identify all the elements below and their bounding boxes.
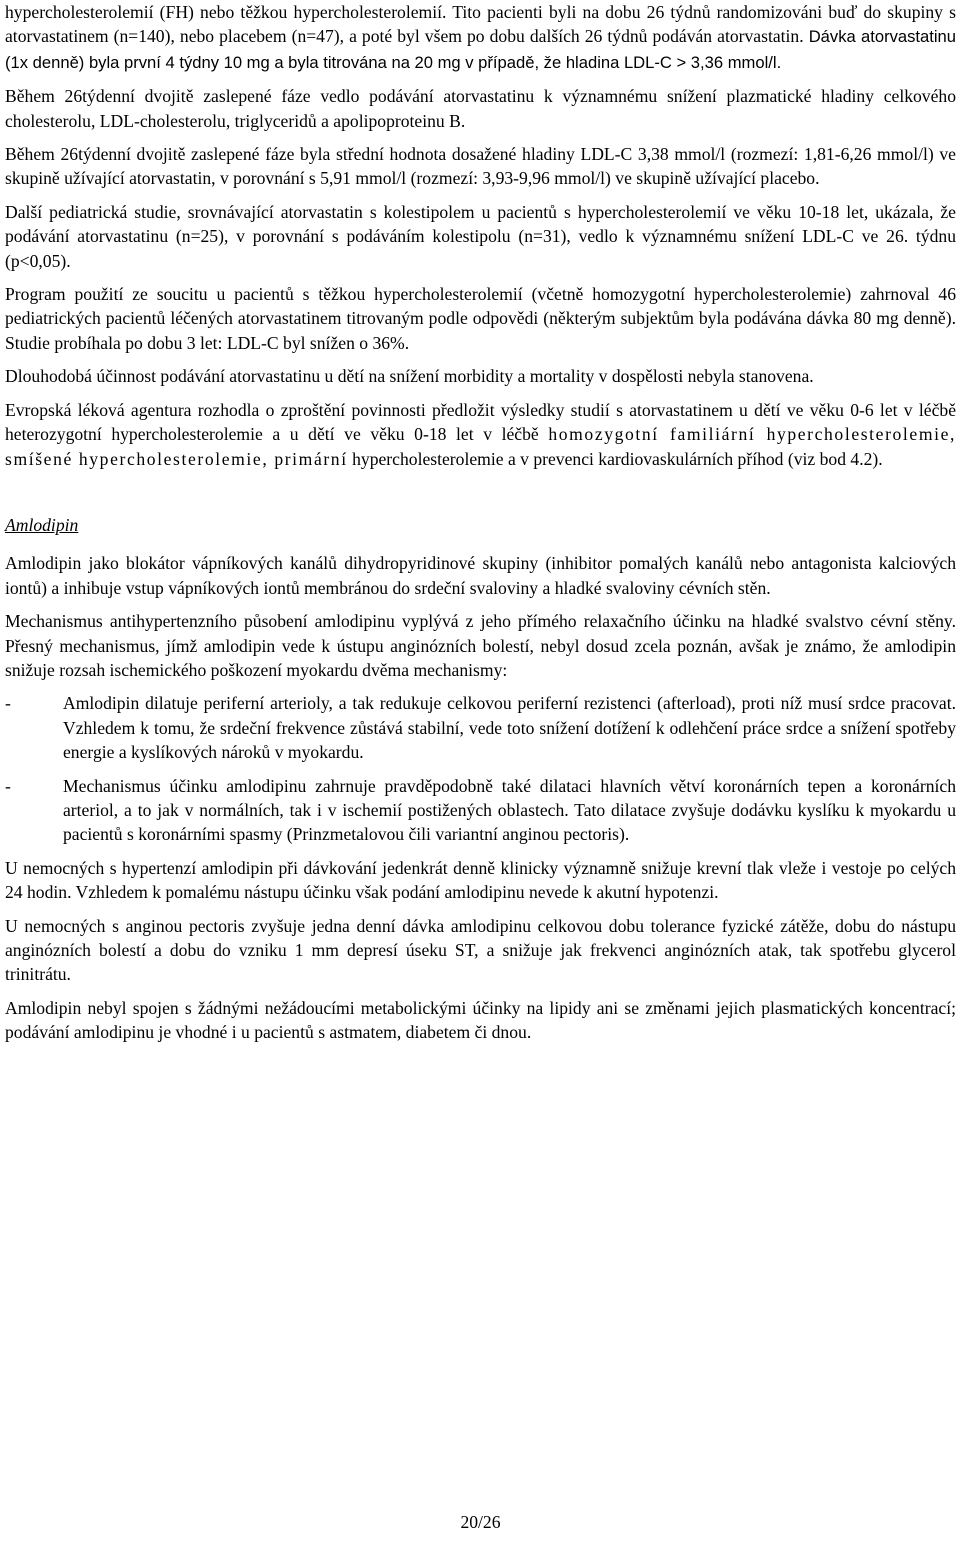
document-body	[5, 0, 956, 1045]
list-dash: -	[5, 775, 11, 796]
list-item	[5, 691, 956, 764]
page-number: 20/26	[460, 1512, 501, 1532]
list-dash: -	[5, 693, 11, 714]
list-item-text: Mechanismus účinku amlodipinu zahrnuje pravděpodobně také dilataci hlavních větví koronárních tepen a koronárních arteriol, a to jak v normálních, tak i v ischemií postižených oblastech. Tato dilatace zvyšuje dodávku kyslíku k myokardu u pacientů s koronárními spasmy (Prinzmetalovou čili variantní anginou pectoris).	[63, 775, 956, 845]
document-page	[5, 0, 956, 1541]
paragraph-long-term-efficacy: Dlouhodobá účinnost podávání atorvastatinu u dětí na snížení morbidity a mortality v dospělosti nebyla stanovena.	[5, 366, 814, 387]
paragraph-metabolic: Amlodipin nebyl spojen s žádnými nežádoucími metabolickými účinky na lipidy ani se změnami jejich plasmatických koncentrací; podávání amlodipinu je vhodné i u pacientů s astmatem, diabetem či dnou.	[5, 997, 956, 1043]
paragraph-ema-waiver-part3: hypercholesterolemie a v prevenci kardiovaskulárních příhod (viz bod 4.2).	[352, 448, 883, 469]
paragraph-angina: U nemocných s anginou pectoris zvyšuje jedna denní dávka amlodipinu celkovou dobu tolerance fyzické zátěže, dobu do nástupu anginózních bolestí a dobu do vzniku 1 mm depresí úseku ST, a snižuje jak frekvenci anginózních atak, tak spotřebu glycerol trinitrátu.	[5, 915, 956, 985]
mechanism-list	[5, 691, 956, 846]
paragraph-pediatric-study-dose: Dávka atorvastatinu (1x denně) byla první 4 týdny 10 mg a byla titrována na 20 mg v případě, že hladina LDL-C > 3,36 mmol/l.	[5, 27, 957, 72]
list-item-text: Amlodipin dilatuje periferní arterioly, a tak redukuje celkovou periferní rezistenci (afterload), proti níž musí srdce pracovat. Vzhledem k tomu, že srdeční frekvence zůstává stabilní, vede toto snížení dotížení k odlehčení práce srdce a snížení spotřeby energie a kyslíkových nároků v myokardu.	[63, 693, 956, 763]
paragraph-ema-waiver-part2: homozygotní familiární hypercholesterolemie, smíšené hypercholesterolemie, primární	[5, 424, 956, 469]
paragraph-hypertension: U nemocných s hypertenzí amlodipin při dávkování jedenkrát denně klinicky významně snižuje krevní tlak vleže i vestoje po celých 24 hodin. Vzhledem k pomalému nástupu účinku však podání amlodipinu nevede k akutní hypotenzi.	[5, 857, 956, 903]
paragraph-pediatric-study	[5, 0, 956, 75]
section-heading-amlodipin: Amlodipin	[5, 514, 79, 535]
paragraph-compassionate-use: Program použití ze soucitu u pacientů s těžkou hypercholesterolemií (včetně homozygotní hypercholesterolemie) zahrnoval 46 pediatrických pacientů léčených atorvastatinem titrovaným podle odpovědi (některým subjektům byla podávána dávka 80 mg denně). Studie probíhala po dobu 3 let: LDL-C byl snížen o 36%.	[5, 284, 956, 353]
paragraph-double-blind-effect: Během 26týdenní dvojitě zaslepené fáze vedlo podávání atorvastatinu k významnému snížení plazmatické hladiny celkového cholesterolu, LDL-cholesterolu, triglyceridů a apolipoproteinu B.	[5, 86, 956, 131]
list-item	[5, 774, 956, 847]
paragraph-ema-waiver	[5, 398, 956, 471]
paragraph-antihypertensive-mechanism: Mechanismus antihypertenzního působení amlodipinu vyplývá z jeho přímého relaxačního účinku na hladké svalstvo cévní stěny. Přesný mechanismus, jímž amlodipin vede k ústupu anginózních bolestí, nebyl dosud zcela poznán, avšak je známo, že amlodipin snižuje rozsah ischemického poškození myokardu dvěma mechanismy:	[5, 611, 956, 680]
paragraph-amlodipin-intro: Amlodipin jako blokátor vápníkových kanálů dihydropyridinové skupiny (inhibitor pomalých kanálů nebo antagonista kalciových iontů) a inhibuje vstup vápníkových iontů membránou do srdeční svaloviny a hladké svaloviny cévních stěn.	[5, 553, 956, 598]
paragraph-ema-waiver-part1: Evropská léková agentura rozhodla o zproštění povinnosti předložit výsledky studií s atorvastatinem u dětí ve věku 0-6 let v léčbě heterozygotní hypercholesterolemie a u dětí ve věku 0-18 let v léčbě	[5, 399, 956, 445]
paragraph-ldl-values: Během 26týdenní dvojitě zaslepené fáze byla střední hodnota dosažené hladiny LDL-C 3,38 mmol/l (rozmezí: 1,81-6,26 mmol/l) ve skupině užívající atorvastatin, v porovnání s 5,91 mmol/l (rozmezí: 3,93-9,96 mmol/l) ve skupině užívající placebo.	[5, 144, 956, 189]
paragraph-pediatric-study-serif: hypercholesterolemií (FH) nebo těžkou hypercholesterolemií. Tito pacienti byli na dobu 26 týdnů randomizováni buď do skupiny s atorvastatinem (n=140), nebo placebem (n=47), a poté byl všem po dobu dalších 26 týdnů podáván atorvastatin.	[5, 2, 956, 47]
paragraph-colestipol-study: Další pediatrická studie, srovnávající atorvastatin s kolestipolem u pacientů s hypercholesterolemií ve věku 10-18 let, ukázala, že podávání atorvastatinu (n=25), v porovnání s podáváním kolestipolu (n=31), vedlo k významnému snížení LDL-C ve 26. týdnu (p<0,05).	[5, 201, 956, 271]
